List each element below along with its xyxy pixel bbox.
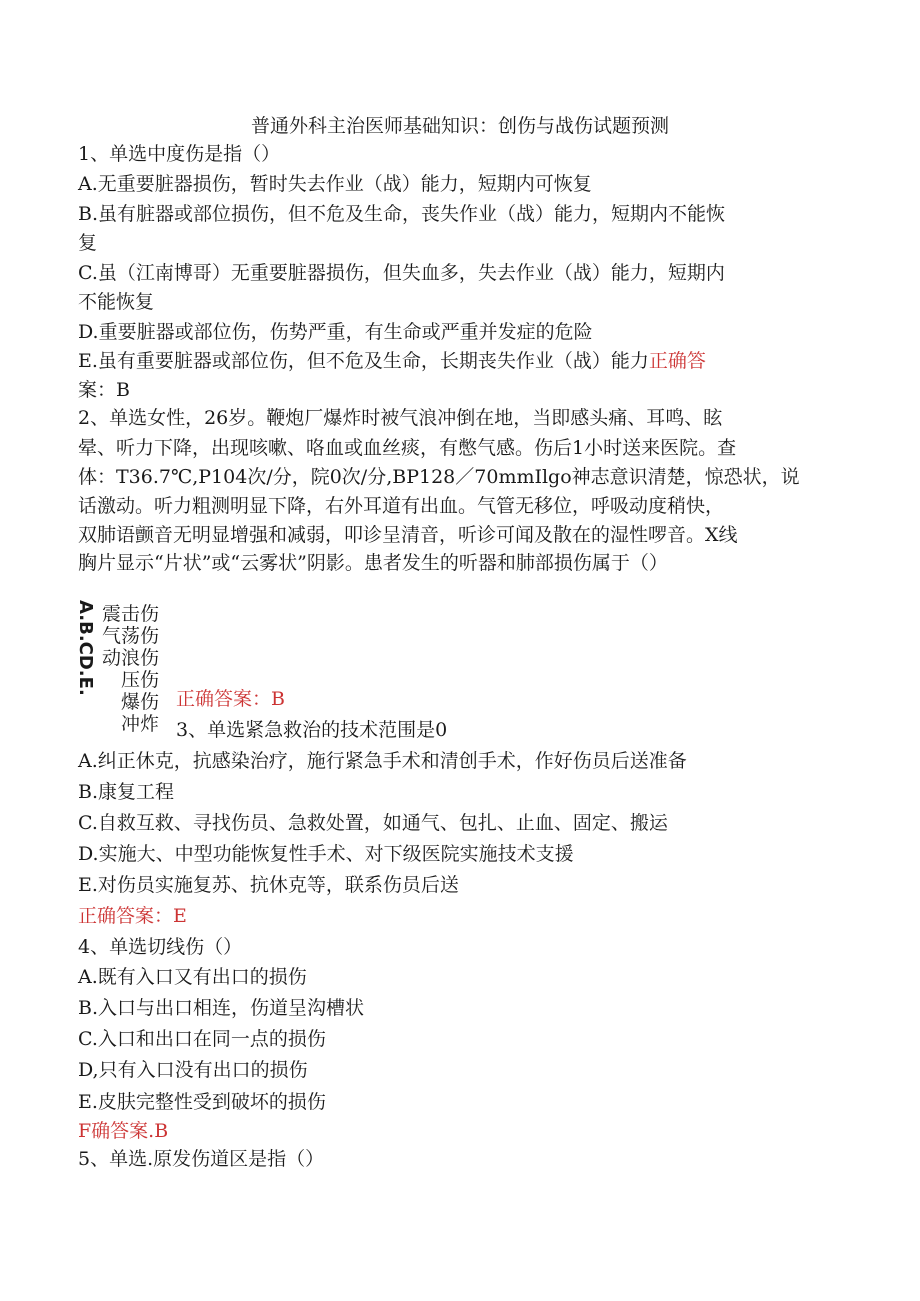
q2-stem-line3: 体：T36.7℃,P104次/分，院0次/分,BP128／70mmIlgo神志意识清楚，惊恐状，说 <box>78 466 800 488</box>
q2-option-c: 动浪伤 <box>102 647 160 669</box>
q1-answer-part2: 案：B <box>78 379 130 401</box>
q2-stem-line6: 胸片显示“片状”或“云雾状”阴影。患者发生的听器和肺部损伤属于（） <box>78 552 668 574</box>
q4-option-e: E.皮肤完整性受到破坏的损伤 <box>78 1091 326 1113</box>
q1-answer-part1: 正确答 <box>648 350 706 372</box>
q1-option-c-line2: 不能恢复 <box>78 291 155 313</box>
q1-option-b-line2: 复 <box>78 232 98 254</box>
q1-option-b-line1: B.虽有脏器或部位损伤，但不危及生命，丧失作业（战）能力，短期内不能恢 <box>78 203 726 225</box>
q2-answer: 正确答案：B <box>176 688 285 710</box>
q2-option-f: 冲炸 <box>121 713 160 735</box>
q3-option-e: E.对伤员实施复苏、抗休克等，联系伤员后送 <box>78 874 459 896</box>
q1-option-c-line1: C.虽（江南博哥）无重要脏器损伤，但失血多，失去作业（战）能力，短期内 <box>78 262 725 284</box>
q2-stem-line1: 2、单选女性，26岁。鞭炮厂爆炸时被气浪冲倒在地，当即感头痛、耳鸣、眩 <box>78 407 723 429</box>
q2-stem-line4: 话激动。听力粗测明显下降，右外耳道有出血。气管无移位，呼吸动度稍快， <box>78 495 725 517</box>
q4-stem: 4、单选切线伤（） <box>78 936 243 958</box>
q1-option-d: D.重要脏器或部位伤，伤势严重，有生命或严重并发症的危险 <box>78 321 593 343</box>
q2-option-d: 压伤 <box>121 669 160 691</box>
q5-stem: 5、单选.原发伤道区是指（） <box>78 1148 325 1170</box>
q1-option-e-text: E.虽有重要脏器或部位伤，但不危及生命，长期丧失作业（战）能力 <box>78 350 649 372</box>
q3-option-d: D.实施大、中型功能恢复性手术、对下级医院实施技术支援 <box>78 843 574 865</box>
q2-stem-line5: 双肺语颤音无明显增强和减弱，叩诊呈清音，听诊可闻及散在的湿性啰音。X线 <box>78 524 738 546</box>
q4-option-c: C.入口和出口在同一点的损伤 <box>78 1028 326 1050</box>
q2-option-a: 震击伤 <box>102 603 160 625</box>
q3-option-a: A.纠正休克，抗感染治疗，施行紧急手术和清创手术，作好伤员后送准备 <box>78 750 687 772</box>
q3-stem: 3、单选紧急救治的技术范围是0 <box>176 719 448 741</box>
q1-stem: 1、单选中度伤是指（） <box>78 143 281 165</box>
q4-option-a: A.既有入口又有出口的损伤 <box>78 966 307 988</box>
q4-answer: F确答案.B <box>78 1120 169 1142</box>
q2-option-e: 爆伤 <box>121 691 160 713</box>
q4-option-d: D,只有入口没有出口的损伤 <box>78 1059 308 1081</box>
page-title: 普通外科主治医师基础知识：创伤与战伤试题预测 <box>250 115 669 137</box>
q1-option-a: A.无重要脏器损伤，暂时失去作业（战）能力，短期内可恢复 <box>78 173 592 195</box>
q3-answer: 正确答案：E <box>78 905 187 927</box>
q2-option-letters: A.B.CD.E. <box>75 600 96 696</box>
q1-option-e <box>78 347 838 375</box>
q3-option-b: B.康复工程 <box>78 781 175 803</box>
q2-stem-line2: 晕、听力下降，出现咳嗽、咯血或血丝痰，有憋气感。伤后1小时送来医院。查 <box>78 437 737 459</box>
q3-option-c: C.自救互救、寻找伤员、急救处置，如通气、包扎、止血、固定、搬运 <box>78 812 668 834</box>
q4-option-b: B.入口与出口相连，伤道呈沟槽状 <box>78 997 365 1019</box>
q2-option-b: 气荡伤 <box>102 625 160 647</box>
